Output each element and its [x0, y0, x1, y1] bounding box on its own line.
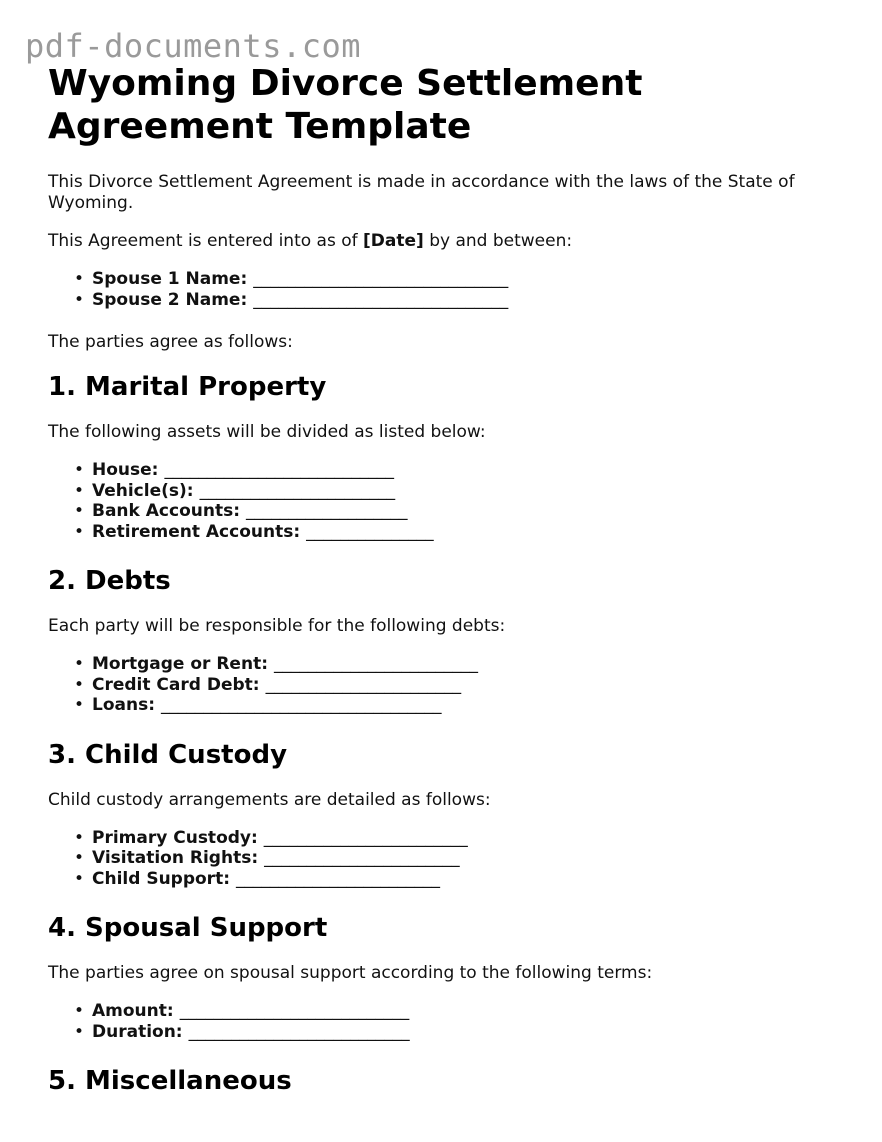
fill-in-blank[interactable]: _______________________ [264, 848, 460, 868]
field-label: Child Support: [92, 868, 230, 889]
section-text-property: The following assets will be divided as listed below: [48, 422, 486, 442]
list-item [92, 675, 848, 696]
field-label: Amount: [92, 1001, 174, 1021]
section-heading-debts: 2. Debts [48, 566, 171, 596]
fill-in-blank[interactable]: __________________________ [188, 1021, 410, 1042]
support-list [48, 1001, 848, 1042]
list-item [92, 654, 848, 675]
section-heading-custody: 3. Child Custody [48, 739, 288, 770]
spouse-list [48, 269, 848, 310]
document-page [48, 62, 848, 1116]
list-item [92, 290, 848, 311]
fill-in-blank[interactable]: ______________________________ [253, 289, 509, 310]
field-label: Vehicle(s): [92, 480, 194, 501]
fill-in-blank[interactable]: ___________________ [246, 501, 408, 521]
entered-text-before: This Agreement is entered into as of [48, 231, 358, 251]
list-item [92, 848, 848, 869]
fill-in-blank[interactable]: ___________________________ [179, 1001, 410, 1021]
list-item [92, 695, 848, 716]
agree-paragraph: The parties agree as follows: [48, 332, 293, 352]
list-item [92, 522, 848, 543]
field-label: Primary Custody: [92, 827, 258, 848]
list-item [92, 481, 848, 502]
field-label: Mortgage or Rent: [92, 654, 268, 674]
field-label: Bank Accounts: [92, 501, 240, 521]
watermark: pdf-documents.com [25, 27, 362, 65]
fill-in-blank[interactable]: _______________________ [199, 480, 396, 501]
fill-in-blank[interactable]: ________________________ [274, 654, 478, 674]
list-item [92, 501, 848, 522]
field-label: Visitation Rights: [92, 848, 259, 868]
section-text-support: The parties agree on spousal support according to the following terms: [48, 963, 653, 983]
custody-list [48, 828, 848, 890]
list-item [92, 1001, 848, 1022]
entered-paragraph [48, 231, 848, 252]
section-heading-property: 1. Marital Property [48, 372, 327, 402]
fill-in-blank[interactable]: _______________________ [265, 674, 462, 695]
field-label: Spouse 2 Name: [92, 289, 248, 310]
document-title: Wyoming Divorce Settlement Agreement Template [48, 63, 643, 147]
fill-in-blank[interactable]: ________________________ [263, 827, 468, 848]
list-item [92, 869, 848, 890]
list-item [92, 828, 848, 849]
fill-in-blank[interactable]: ______________________________ [253, 269, 509, 289]
field-label: Loans: [92, 695, 156, 715]
debts-list [48, 654, 848, 716]
fill-in-blank[interactable]: _________________________________ [161, 695, 442, 715]
field-label: Spouse 1 Name: [92, 269, 248, 289]
section-heading-misc: 5. Miscellaneous [48, 1066, 292, 1096]
section-heading-support: 4. Spousal Support [48, 913, 328, 943]
field-label: Credit Card Debt: [92, 674, 260, 695]
entered-text-after: by and between: [429, 231, 573, 251]
intro-paragraph: This Divorce Settlement Agreement is made in accordance with the laws of the State of Wyoming. [48, 172, 795, 213]
field-label: Retirement Accounts: [92, 521, 301, 542]
list-item [92, 1022, 848, 1043]
fill-in-blank[interactable]: _______________ [306, 521, 434, 542]
section-text-debts: Each party will be responsible for the following debts: [48, 616, 506, 636]
date-placeholder: [Date] [363, 231, 424, 251]
list-item [92, 460, 848, 481]
field-label: Duration: [92, 1021, 183, 1042]
list-item [92, 269, 848, 290]
fill-in-blank[interactable]: ___________________________ [164, 460, 394, 480]
fill-in-blank[interactable]: ________________________ [236, 868, 440, 889]
section-text-custody: Child custody arrangements are detailed as follows: [48, 789, 491, 810]
property-list [48, 460, 848, 542]
field-label: House: [92, 460, 159, 480]
